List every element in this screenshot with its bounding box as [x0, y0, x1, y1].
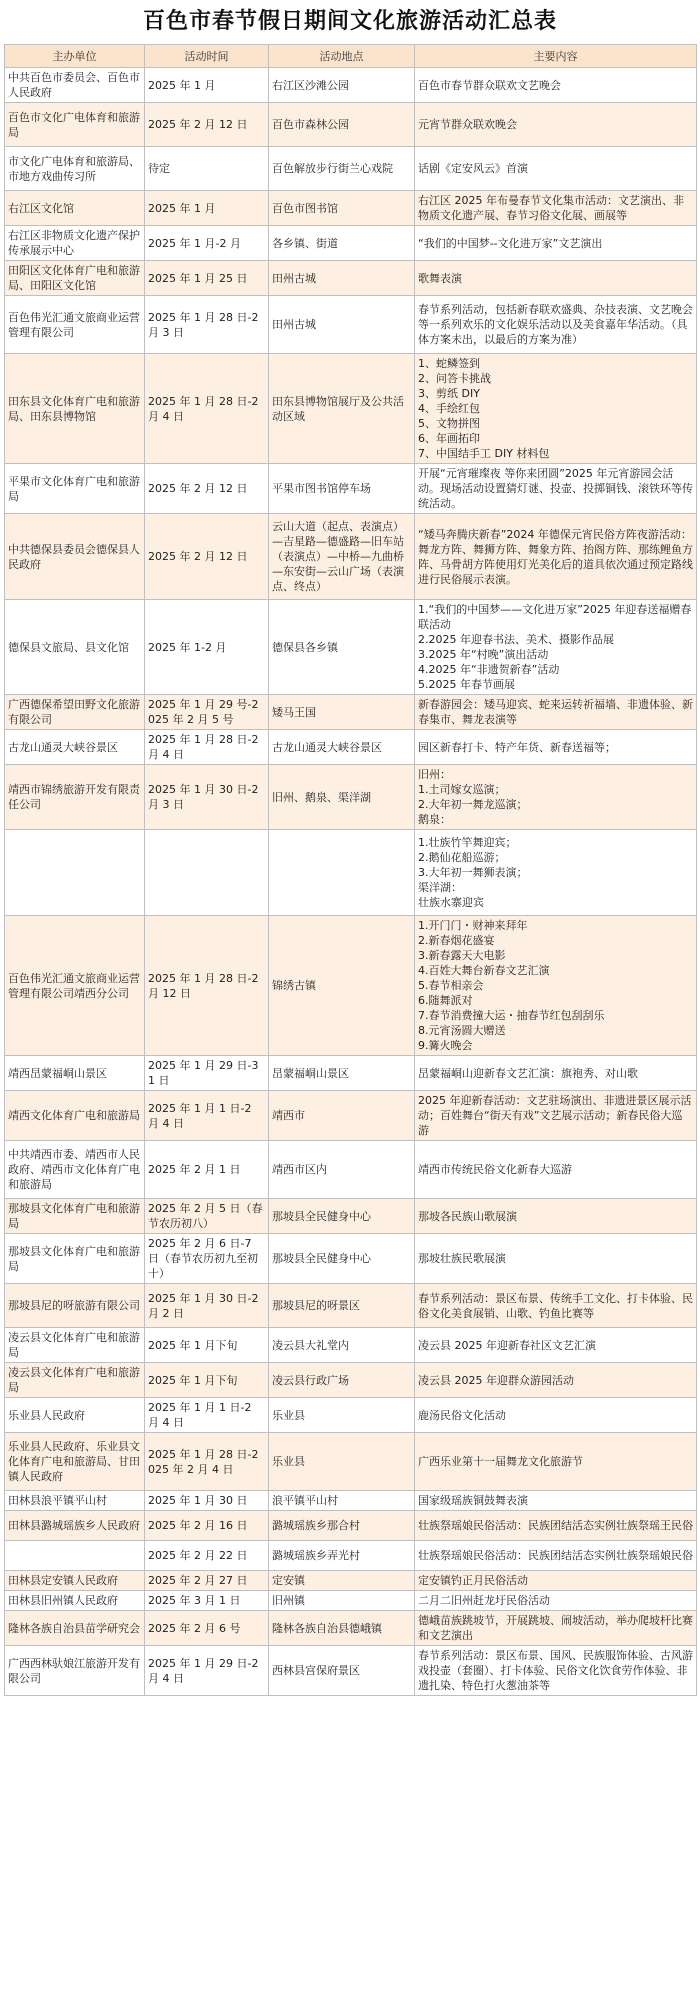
content-line: 2.大年初一舞龙巡演； [418, 798, 528, 811]
table-row [5, 464, 697, 514]
cell-content [415, 1234, 697, 1284]
content-line: 2、问答卡挑战 [418, 372, 491, 385]
cell-location: 百色市图书馆 [269, 191, 415, 226]
table-row [5, 1511, 697, 1541]
cell-location: 那坡县全民健身中心 [269, 1234, 415, 1284]
cell-location: 乐业县 [269, 1398, 415, 1433]
cell-organizer: 田林县旧州镇人民政府 [5, 1591, 145, 1611]
cell-content [415, 1511, 697, 1541]
cell-location: 各乡镇、街道 [269, 226, 415, 261]
cell-organizer: 那坡县文化体育广电和旅游局 [5, 1199, 145, 1234]
cell-location: 潞城瑶族乡弄光村 [269, 1541, 415, 1571]
cell-organizer: 古龙山通灵大峡谷景区 [5, 730, 145, 765]
cell-time: 2025 年 1 月 1 日-2 月 4 日 [145, 1091, 269, 1141]
table-row [5, 1056, 697, 1091]
table-row [5, 1328, 697, 1363]
cell-time: 2025 年 2 月 5 日（春节农历初八） [145, 1199, 269, 1234]
content-line: 6、年画拓印 [418, 432, 480, 445]
content-line: 壮族水寨迎宾 [418, 896, 484, 909]
cell-location [269, 830, 415, 916]
cell-location: 西林县宫保府景区 [269, 1646, 415, 1696]
cell-time: 2025 年 1-2 月 [145, 600, 269, 695]
table-row [5, 226, 697, 261]
table-row [5, 354, 697, 464]
cell-time: 2025 年 1 月 28 日-2 月 3 日 [145, 296, 269, 354]
content-line: 3、剪纸 DIY [418, 387, 480, 400]
content-line: 1.“我们的中国梦——文化进万家”2025 年迎春送福赠春联活动 [418, 603, 692, 631]
content-line: 4、手绘红包 [418, 402, 480, 415]
cell-location: 潞城瑶族乡那合村 [269, 1511, 415, 1541]
table-row [5, 1363, 697, 1398]
cell-content [415, 1398, 697, 1433]
cell-organizer: 那坡县尼的呀旅游有限公司 [5, 1284, 145, 1328]
cell-time: 2025 年 2 月 16 日 [145, 1511, 269, 1541]
cell-organizer: 百色市文化广电体育和旅游局 [5, 103, 145, 147]
content-line: 2.2025 年迎春书法、美术、摄影作品展 [418, 633, 614, 646]
content-line: “矮马奔腾庆新春”2024 年德保元宵民俗方阵夜游活动：舞龙方阵、舞狮方阵、舞象方阵、抬阁方阵、那练鲤鱼方阵、马骨胡方阵使用灯光美化后的道具依次通过预定路线进行民俗展示表演。 [418, 527, 693, 586]
cell-time: 2025 年 1 月 29 号-2025 年 2 月 5 号 [145, 695, 269, 730]
table-row [5, 1611, 697, 1646]
cell-location: 旵蒙福峒山景区 [269, 1056, 415, 1091]
content-line: 7.春节消费撞大运・抽春节红包刮刮乐 [418, 1009, 605, 1022]
cell-location: 隆林各族自治县德峨镇 [269, 1611, 415, 1646]
content-line: 5、文物拼图 [418, 417, 480, 430]
cell-time: 2025 年 1 月 28 日-2 月 12 日 [145, 916, 269, 1056]
content-line: 那坡壮族民歌展演 [418, 1252, 506, 1265]
table-row [5, 1284, 697, 1328]
content-line: 鹅泉： [418, 813, 451, 826]
cell-organizer: 中共靖西市委、靖西市人民政府、靖西市文化体育广电和旅游局 [5, 1141, 145, 1199]
cell-location: 田东县博物馆展厅及公共活动区域 [269, 354, 415, 464]
table-row [5, 296, 697, 354]
cell-time: 2025 年 1 月下旬 [145, 1363, 269, 1398]
cell-time: 2025 年 1 月 1 日-2 月 4 日 [145, 1398, 269, 1433]
cell-content [415, 1571, 697, 1591]
cell-time: 2025 年 1 月-2 月 [145, 226, 269, 261]
content-line: 9.篝火晚会 [418, 1039, 473, 1052]
table-row [5, 1398, 697, 1433]
document-title: 百色市春节假日期间文化旅游活动汇总表 [142, 9, 557, 34]
header-content: 主要内容 [415, 45, 697, 68]
cell-location: 凌云县大礼堂内 [269, 1328, 415, 1363]
cell-location: 德保县各乡镇 [269, 600, 415, 695]
cell-location: 乐业县 [269, 1433, 415, 1491]
content-line: 百色市春节群众联欢文艺晚会 [418, 78, 561, 92]
cell-content [415, 730, 697, 765]
cell-content [415, 1141, 697, 1199]
cell-organizer: 田林县潞城瑶族乡人民政府 [5, 1511, 145, 1541]
cell-organizer: 凌云县文化体育广电和旅游局 [5, 1363, 145, 1398]
cell-content [415, 191, 697, 226]
cell-time: 2025 年 2 月 22 日 [145, 1541, 269, 1571]
cell-location: 平果市图书馆停车场 [269, 464, 415, 514]
table-row [5, 1141, 697, 1199]
cell-time: 2025 年 2 月 27 日 [145, 1571, 269, 1591]
cell-content [415, 916, 697, 1056]
cell-content [415, 1541, 697, 1571]
cell-time: 2025 年 2 月 12 日 [145, 514, 269, 600]
header-location: 活动地点 [269, 45, 415, 68]
content-line: 3.新春露天大电影 [418, 949, 506, 962]
cell-organizer: 隆林各族自治县苗学研究会 [5, 1611, 145, 1646]
cell-organizer: 田阳区文化体育广电和旅游局、田阳区文化馆 [5, 261, 145, 296]
table-row [5, 1541, 697, 1571]
cell-location: 古龙山通灵大峡谷景区 [269, 730, 415, 765]
content-line: 鹿汤民俗文化活动 [418, 1408, 506, 1422]
cell-time: 2025 年 3 月 1 日 [145, 1591, 269, 1611]
content-line: 壮族祭瑶娘民俗活动：民族团结活态实例壮族祭瑶王民俗 [418, 1519, 693, 1532]
content-line: 2.新春烟花盛宴 [418, 934, 495, 947]
content-line: 5.2025 年春节画展 [418, 678, 515, 691]
table-body [5, 68, 697, 1696]
table-row [5, 103, 697, 147]
cell-content [415, 765, 697, 830]
cell-content [415, 296, 697, 354]
table-row [5, 1199, 697, 1234]
cell-organizer: 中共德保县委员会德保县人民政府 [5, 514, 145, 600]
cell-time: 2025 年 1 月 28 日-2 月 4 日 [145, 354, 269, 464]
cell-time: 2025 年 1 月 29 日-2 月 4 日 [145, 1646, 269, 1696]
cell-content [415, 354, 697, 464]
cell-time: 2025 年 2 月 1 日 [145, 1141, 269, 1199]
cell-organizer: 百色伟光汇通文旅商业运营管理有限公司靖西分公司 [5, 916, 145, 1056]
content-line: 靖西市传统民俗文化新春大巡游 [418, 1163, 572, 1176]
cell-time: 2025 年 2 月 6 日-7 日（春节农历初九至初十） [145, 1234, 269, 1284]
content-line: “我们的中国梦--文化进万家”文艺演出 [418, 236, 603, 250]
cell-organizer: 广西德保希望田野文化旅游有限公司 [5, 695, 145, 730]
cell-time: 待定 [145, 147, 269, 191]
cell-location: 旧州、鹅泉、渠洋湖 [269, 765, 415, 830]
cell-time: 2025 年 2 月 12 日 [145, 103, 269, 147]
content-line: 德峨苗族跳坡节，开展跳坡、闹坡活动，举办爬坡杆比赛和文艺演出 [418, 1614, 693, 1642]
cell-content [415, 68, 697, 103]
cell-location: 云山大道（起点、表演点）—吉星路—德盛路—旧车站（表演点）—中桥—九曲桥—东安街—云山广场（表演点、终点） [269, 514, 415, 600]
cell-organizer: 广西西林驮娘江旅游开发有限公司 [5, 1646, 145, 1696]
cell-organizer [5, 830, 145, 916]
content-line: 新春游园会：矮马迎宾、蛇来运转祈福墙、非遗体验、新春集市、舞龙表演等 [418, 698, 693, 726]
cell-location: 锦绣古镇 [269, 916, 415, 1056]
content-line: 2025 年迎新春活动：文艺驻场演出、非遗进景区展示活动；百姓舞台“街天有戏”文艺展示活动；新春民俗大巡游 [418, 1094, 692, 1137]
cell-content [415, 1491, 697, 1511]
cell-organizer: 德保县文旅局、县文化馆 [5, 600, 145, 695]
cell-time: 2025 年 1 月 29 日-31 日 [145, 1056, 269, 1091]
cell-location: 百色解放步行街兰心戏院 [269, 147, 415, 191]
cell-content [415, 1328, 697, 1363]
cell-content [415, 1591, 697, 1611]
content-line: 1.壮族竹竿舞迎宾； [418, 836, 517, 849]
table-row [5, 68, 697, 103]
cell-content [415, 695, 697, 730]
table-row [5, 916, 697, 1056]
cell-organizer: 田东县文化体育广电和旅游局、田东县博物馆 [5, 354, 145, 464]
cell-time: 2025 年 2 月 6 号 [145, 1611, 269, 1646]
cell-location: 凌云县行政广场 [269, 1363, 415, 1398]
cell-organizer: 田林县浪平镇平山村 [5, 1491, 145, 1511]
content-line: 1、蛇鳞签到 [418, 357, 480, 370]
activity-table [4, 44, 697, 1696]
cell-content [415, 830, 697, 916]
cell-organizer: 乐业县人民政府、乐业县文化体育广电和旅游局、甘田镇人民政府 [5, 1433, 145, 1491]
content-line: 定安镇钓正月民俗活动 [418, 1574, 528, 1587]
cell-location: 田州古城 [269, 261, 415, 296]
cell-location: 浪平镇平山村 [269, 1491, 415, 1511]
content-line: 3.2025 年“村晚”演出活动 [418, 648, 549, 661]
table-header-row [5, 45, 697, 68]
content-line: 渠洋湖： [418, 881, 462, 894]
cell-content [415, 464, 697, 514]
content-line: 春节系列活动，包括新春联欢盛典、杂技表演、文艺晚会等一系列欢乐的文化娱乐活动以及美食嘉年华活动。（具体方案未出，以最后的方案为准） [418, 303, 693, 346]
cell-time: 2025 年 2 月 12 日 [145, 464, 269, 514]
cell-content [415, 261, 697, 296]
cell-content [415, 1433, 697, 1491]
content-line: 旵蒙福峒山迎新春文艺汇演：旗袍秀、对山歌 [418, 1066, 638, 1080]
content-line: 园区新春打卡、特产年货、新春送福等； [418, 740, 616, 754]
cell-organizer: 凌云县文化体育广电和旅游局 [5, 1328, 145, 1363]
header-time: 活动时间 [145, 45, 269, 68]
cell-content [415, 1091, 697, 1141]
cell-time: 2025 年 1 月下旬 [145, 1328, 269, 1363]
table-row [5, 730, 697, 765]
cell-time: 2025 年 1 月 30 日 [145, 1491, 269, 1511]
table-row [5, 1571, 697, 1591]
cell-location: 靖西市区内 [269, 1141, 415, 1199]
cell-location: 矮马王国 [269, 695, 415, 730]
content-line: 广西乐业第十一届舞龙文化旅游节 [418, 1455, 583, 1468]
cell-organizer: 田林县定安镇人民政府 [5, 1571, 145, 1591]
cell-content [415, 147, 697, 191]
table-row [5, 261, 697, 296]
cell-location: 右江区沙滩公园 [269, 68, 415, 103]
cell-content [415, 600, 697, 695]
cell-organizer: 那坡县文化体育广电和旅游局 [5, 1234, 145, 1284]
content-line: 凌云县 2025 年迎新春社区文艺汇演 [418, 1338, 596, 1352]
content-line: 二月二旧州赶龙圩民俗活动 [418, 1594, 550, 1607]
cell-time: 2025 年 1 月 25 日 [145, 261, 269, 296]
content-line: 国家级瑶族铜鼓舞表演 [418, 1494, 528, 1507]
content-line: 7、中国结手工 DIY 材料包 [418, 447, 550, 460]
cell-time: 2025 年 1 月 [145, 68, 269, 103]
header-organizer: 主办单位 [5, 45, 145, 68]
cell-organizer: 靖西旵蒙福峒山景区 [5, 1056, 145, 1091]
table-row [5, 514, 697, 600]
content-line: 2.鹅仙花船巡游； [418, 851, 506, 864]
content-line: 凌云县 2025 年迎群众游园活动 [418, 1373, 574, 1387]
content-line: 那坡各民族山歌展演 [418, 1209, 517, 1223]
content-line: 1.土司嫁女巡演； [418, 783, 506, 796]
table-row [5, 765, 697, 830]
cell-organizer: 中共百色市委员会、百色市人民政府 [5, 68, 145, 103]
cell-location: 田州古城 [269, 296, 415, 354]
cell-organizer [5, 1541, 145, 1571]
cell-location: 定安镇 [269, 1571, 415, 1591]
cell-content [415, 1284, 697, 1328]
content-line: 3.大年初一舞狮表演； [418, 866, 528, 879]
table-row [5, 600, 697, 695]
cell-location: 靖西市 [269, 1091, 415, 1141]
content-line: 话剧《定安风云》首演 [418, 162, 528, 175]
cell-time: 2025 年 1 月 30 日-2 月 3 日 [145, 765, 269, 830]
cell-location: 那坡县全民健身中心 [269, 1199, 415, 1234]
cell-time: 2025 年 1 月 30 日-2 月 2 日 [145, 1284, 269, 1328]
cell-organizer: 靖西文化体育广电和旅游局 [5, 1091, 145, 1141]
content-line: 开展“元宵璀璨夜 等你来团圆”2025 年元宵游园会活动。现场活动设置猜灯谜、投壶、投掷铜钱、滚铁环等传统活动。 [418, 467, 693, 510]
content-line: 春节系列活动：景区布景、传统手工文化、打卡体验、民俗文化美食展销、山歌、钓鱼比赛等 [418, 1291, 693, 1320]
content-line: 右江区 2025 年布曼春节文化集市活动：文艺演出、非物质文化遗产展、春节习俗文化展、画展等 [418, 194, 684, 222]
cell-organizer: 右江区文化馆 [5, 191, 145, 226]
cell-location: 旧州镇 [269, 1591, 415, 1611]
table-row [5, 1234, 697, 1284]
cell-content [415, 1056, 697, 1091]
cell-organizer: 乐业县人民政府 [5, 1398, 145, 1433]
cell-time: 2025 年 1 月 28 日-2 月 4 日 [145, 730, 269, 765]
cell-time: 2025 年 1 月 [145, 191, 269, 226]
content-line: 5.春节相亲会 [418, 979, 484, 992]
table-row [5, 1091, 697, 1141]
cell-organizer: 百色伟光汇通文旅商业运营管理有限公司 [5, 296, 145, 354]
cell-time: 2025 年 1 月 28 日-2025 年 2 月 4 日 [145, 1433, 269, 1491]
content-line: 壮族祭瑶娘民俗活动：民族团结活态实例壮族祭瑶娘民俗 [418, 1549, 693, 1562]
table-row [5, 191, 697, 226]
table-row [5, 1433, 697, 1491]
table-row [5, 1491, 697, 1511]
content-line: 8.元宵汤圆大赠送 [418, 1024, 506, 1037]
cell-content [415, 103, 697, 147]
cell-content [415, 226, 697, 261]
table-row [5, 830, 697, 916]
cell-organizer: 靖西市锦绣旅游开发有限责任公司 [5, 765, 145, 830]
cell-organizer: 平果市文化体育广电和旅游局 [5, 464, 145, 514]
table-row [5, 147, 697, 191]
content-line: 旧州： [418, 768, 451, 781]
cell-location: 那坡县尼的呀景区 [269, 1284, 415, 1328]
content-line: 6.随舞派对 [418, 994, 473, 1007]
content-line: 春节系列活动：景区布景、国风、民族服饰体验、古风游戏投壶（套圈）、打卡体验、民俗文化饮食劳作体验、非遗扎染、特色打火葱油茶等 [418, 1649, 693, 1692]
cell-location: 百色市森林公园 [269, 103, 415, 147]
cell-organizer: 市文化广电体育和旅游局、市地方戏曲传习所 [5, 147, 145, 191]
cell-content [415, 1611, 697, 1646]
table-row [5, 1646, 697, 1696]
content-line: 4.2025 年“非遗贺新春”活动 [418, 663, 560, 676]
cell-content [415, 1646, 697, 1696]
cell-organizer: 右江区非物质文化遗产保护传承展示中心 [5, 226, 145, 261]
content-line: 元宵节群众联欢晚会 [418, 118, 517, 131]
cell-content [415, 514, 697, 600]
cell-content [415, 1199, 697, 1234]
table-row [5, 695, 697, 730]
content-line: 歌舞表演 [418, 271, 462, 285]
table-row [5, 1591, 697, 1611]
cell-content [415, 1363, 697, 1398]
content-line: 4.百姓大舞台新春文艺汇演 [418, 964, 550, 977]
cell-time [145, 830, 269, 916]
content-line: 1.开门门・财神来拜年 [418, 919, 528, 932]
